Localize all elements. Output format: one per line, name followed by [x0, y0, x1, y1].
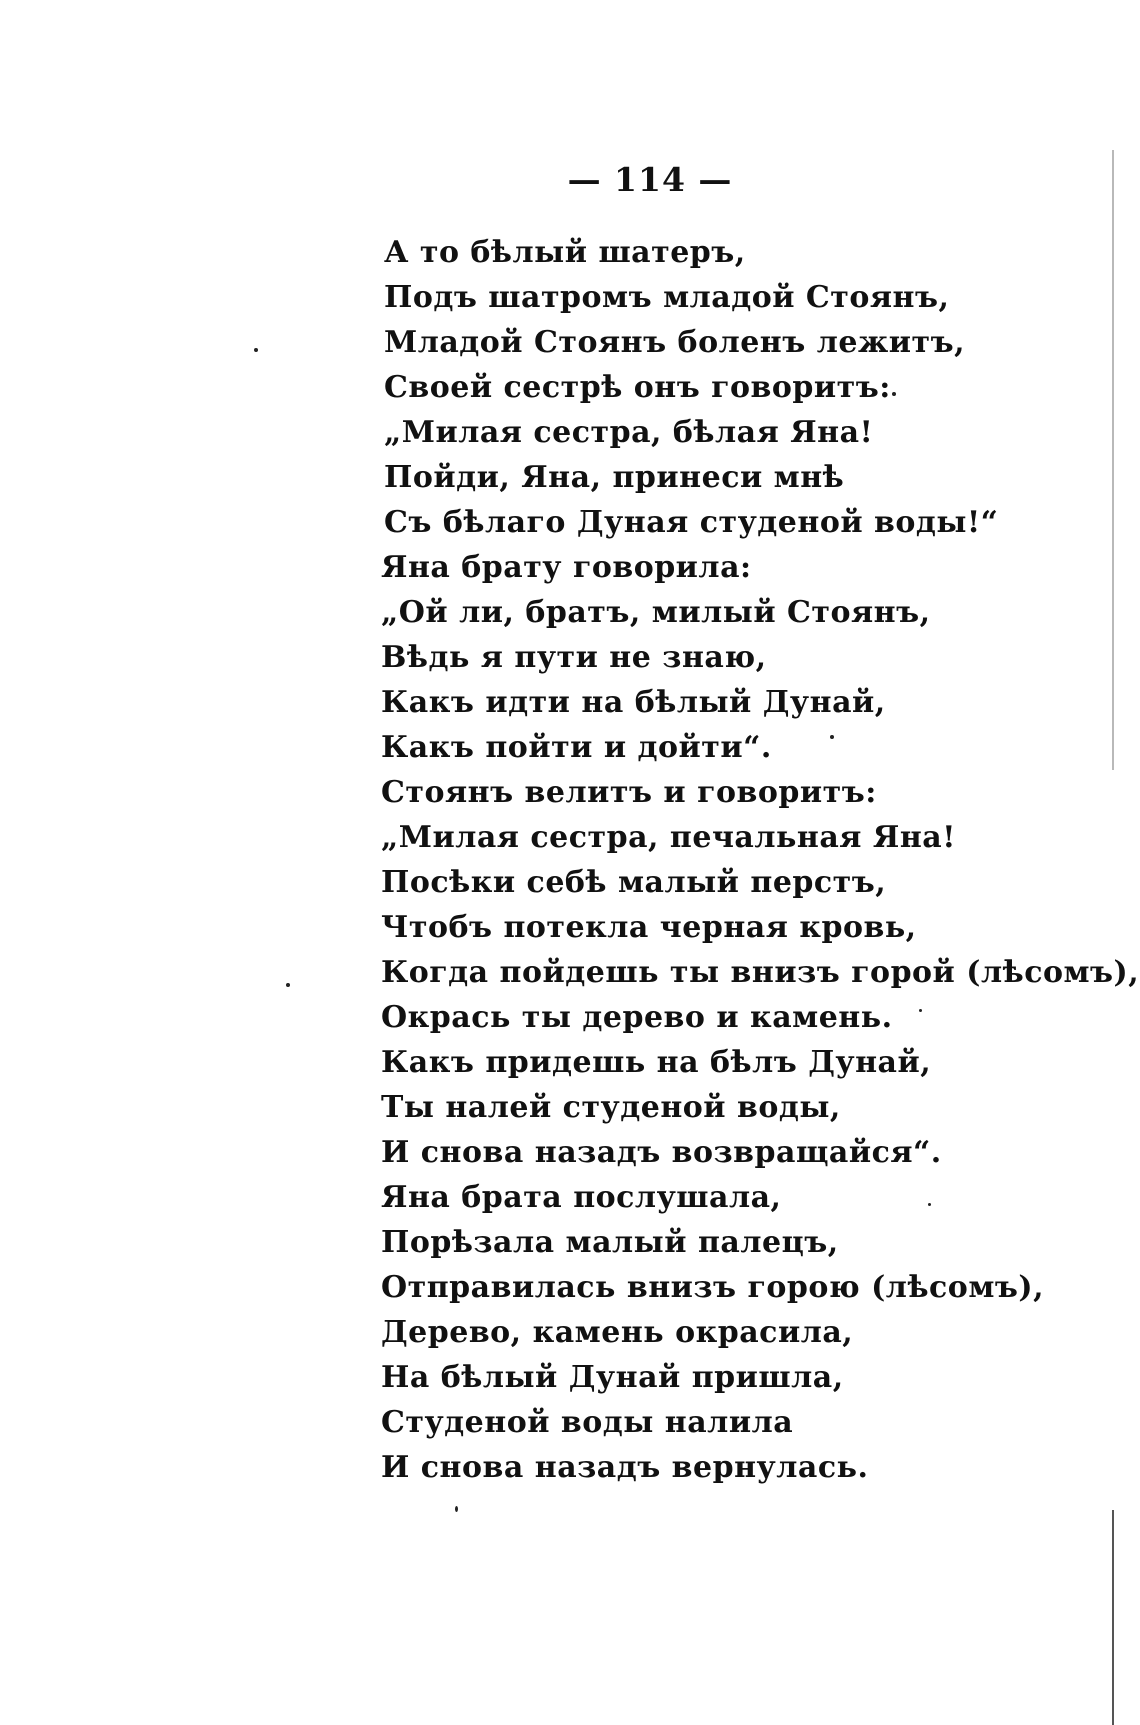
- page-number: — 114 —: [567, 160, 733, 199]
- poem-line: Какъ пойти и дойти“.: [381, 730, 772, 765]
- scan-speck: [830, 735, 834, 739]
- poem-line: Яна брату говорила:: [381, 550, 752, 585]
- poem-line: Своей сестрѣ онъ говоритъ:: [384, 370, 891, 405]
- poem-line: Какъ придешь на бѣлъ Дунай,: [381, 1045, 932, 1080]
- scan-speck: [892, 392, 896, 396]
- poem-line: Отправилась внизъ горою (лѣсомъ),: [381, 1270, 1045, 1305]
- poem-line: „Милая сестра, печальная Яна!: [381, 820, 956, 855]
- scan-speck: [254, 348, 258, 352]
- page-edge-line: [1112, 1510, 1114, 1725]
- poem-line: На бѣлый Дунай пришла,: [381, 1360, 844, 1395]
- poem-line: Ты налей студеной воды,: [381, 1090, 841, 1125]
- poem-text: [378, 230, 1140, 1490]
- poem-line: Младой Стоянъ боленъ лежитъ,: [384, 325, 966, 360]
- poem-line: „Милая сестра, бѣлая Яна!: [384, 415, 874, 450]
- poem-line: Порѣзала малый палецъ,: [381, 1225, 839, 1260]
- poem-line: И снова назадъ возвращайся“.: [381, 1135, 942, 1170]
- poem-line: Яна брата послушала,: [381, 1180, 782, 1215]
- scan-speck: [928, 1203, 931, 1206]
- poem-line: А то бѣлый шатеръ,: [384, 235, 746, 270]
- poem-line: „Ой ли, братъ, милый Стоянъ,: [381, 595, 931, 630]
- poem-line: Подъ шатромъ младой Стоянъ,: [384, 280, 950, 315]
- page-edge-line: [1112, 150, 1114, 770]
- poem-line: Когда пойдешь ты внизъ горой (лѣсомъ),: [381, 955, 1140, 990]
- scan-speck: [286, 983, 290, 987]
- poem-line: Посѣки себѣ малый перстъ,: [381, 865, 887, 900]
- poem-line: Съ бѣлаго Дуная студеной воды!“: [384, 505, 999, 540]
- poem-line: Чтобъ потекла черная кровь,: [381, 910, 917, 945]
- poem-line: И снова назадъ вернулась.: [381, 1450, 869, 1485]
- poem-line: Вѣдь я пути не знаю,: [381, 640, 767, 675]
- scan-speck: [919, 1009, 922, 1012]
- poem-line: Пойди, Яна, принеси мнѣ: [384, 460, 845, 495]
- poem-line: Дерево, камень окрасила,: [381, 1315, 854, 1350]
- poem-line: Студеной воды налила: [381, 1405, 794, 1440]
- poem-line: Стоянъ велитъ и говоритъ:: [381, 775, 877, 810]
- scan-speck: [455, 1506, 458, 1512]
- poem-line: Окрась ты дерево и камень.: [381, 1000, 893, 1035]
- poem-line: Какъ идти на бѣлый Дунай,: [381, 685, 886, 720]
